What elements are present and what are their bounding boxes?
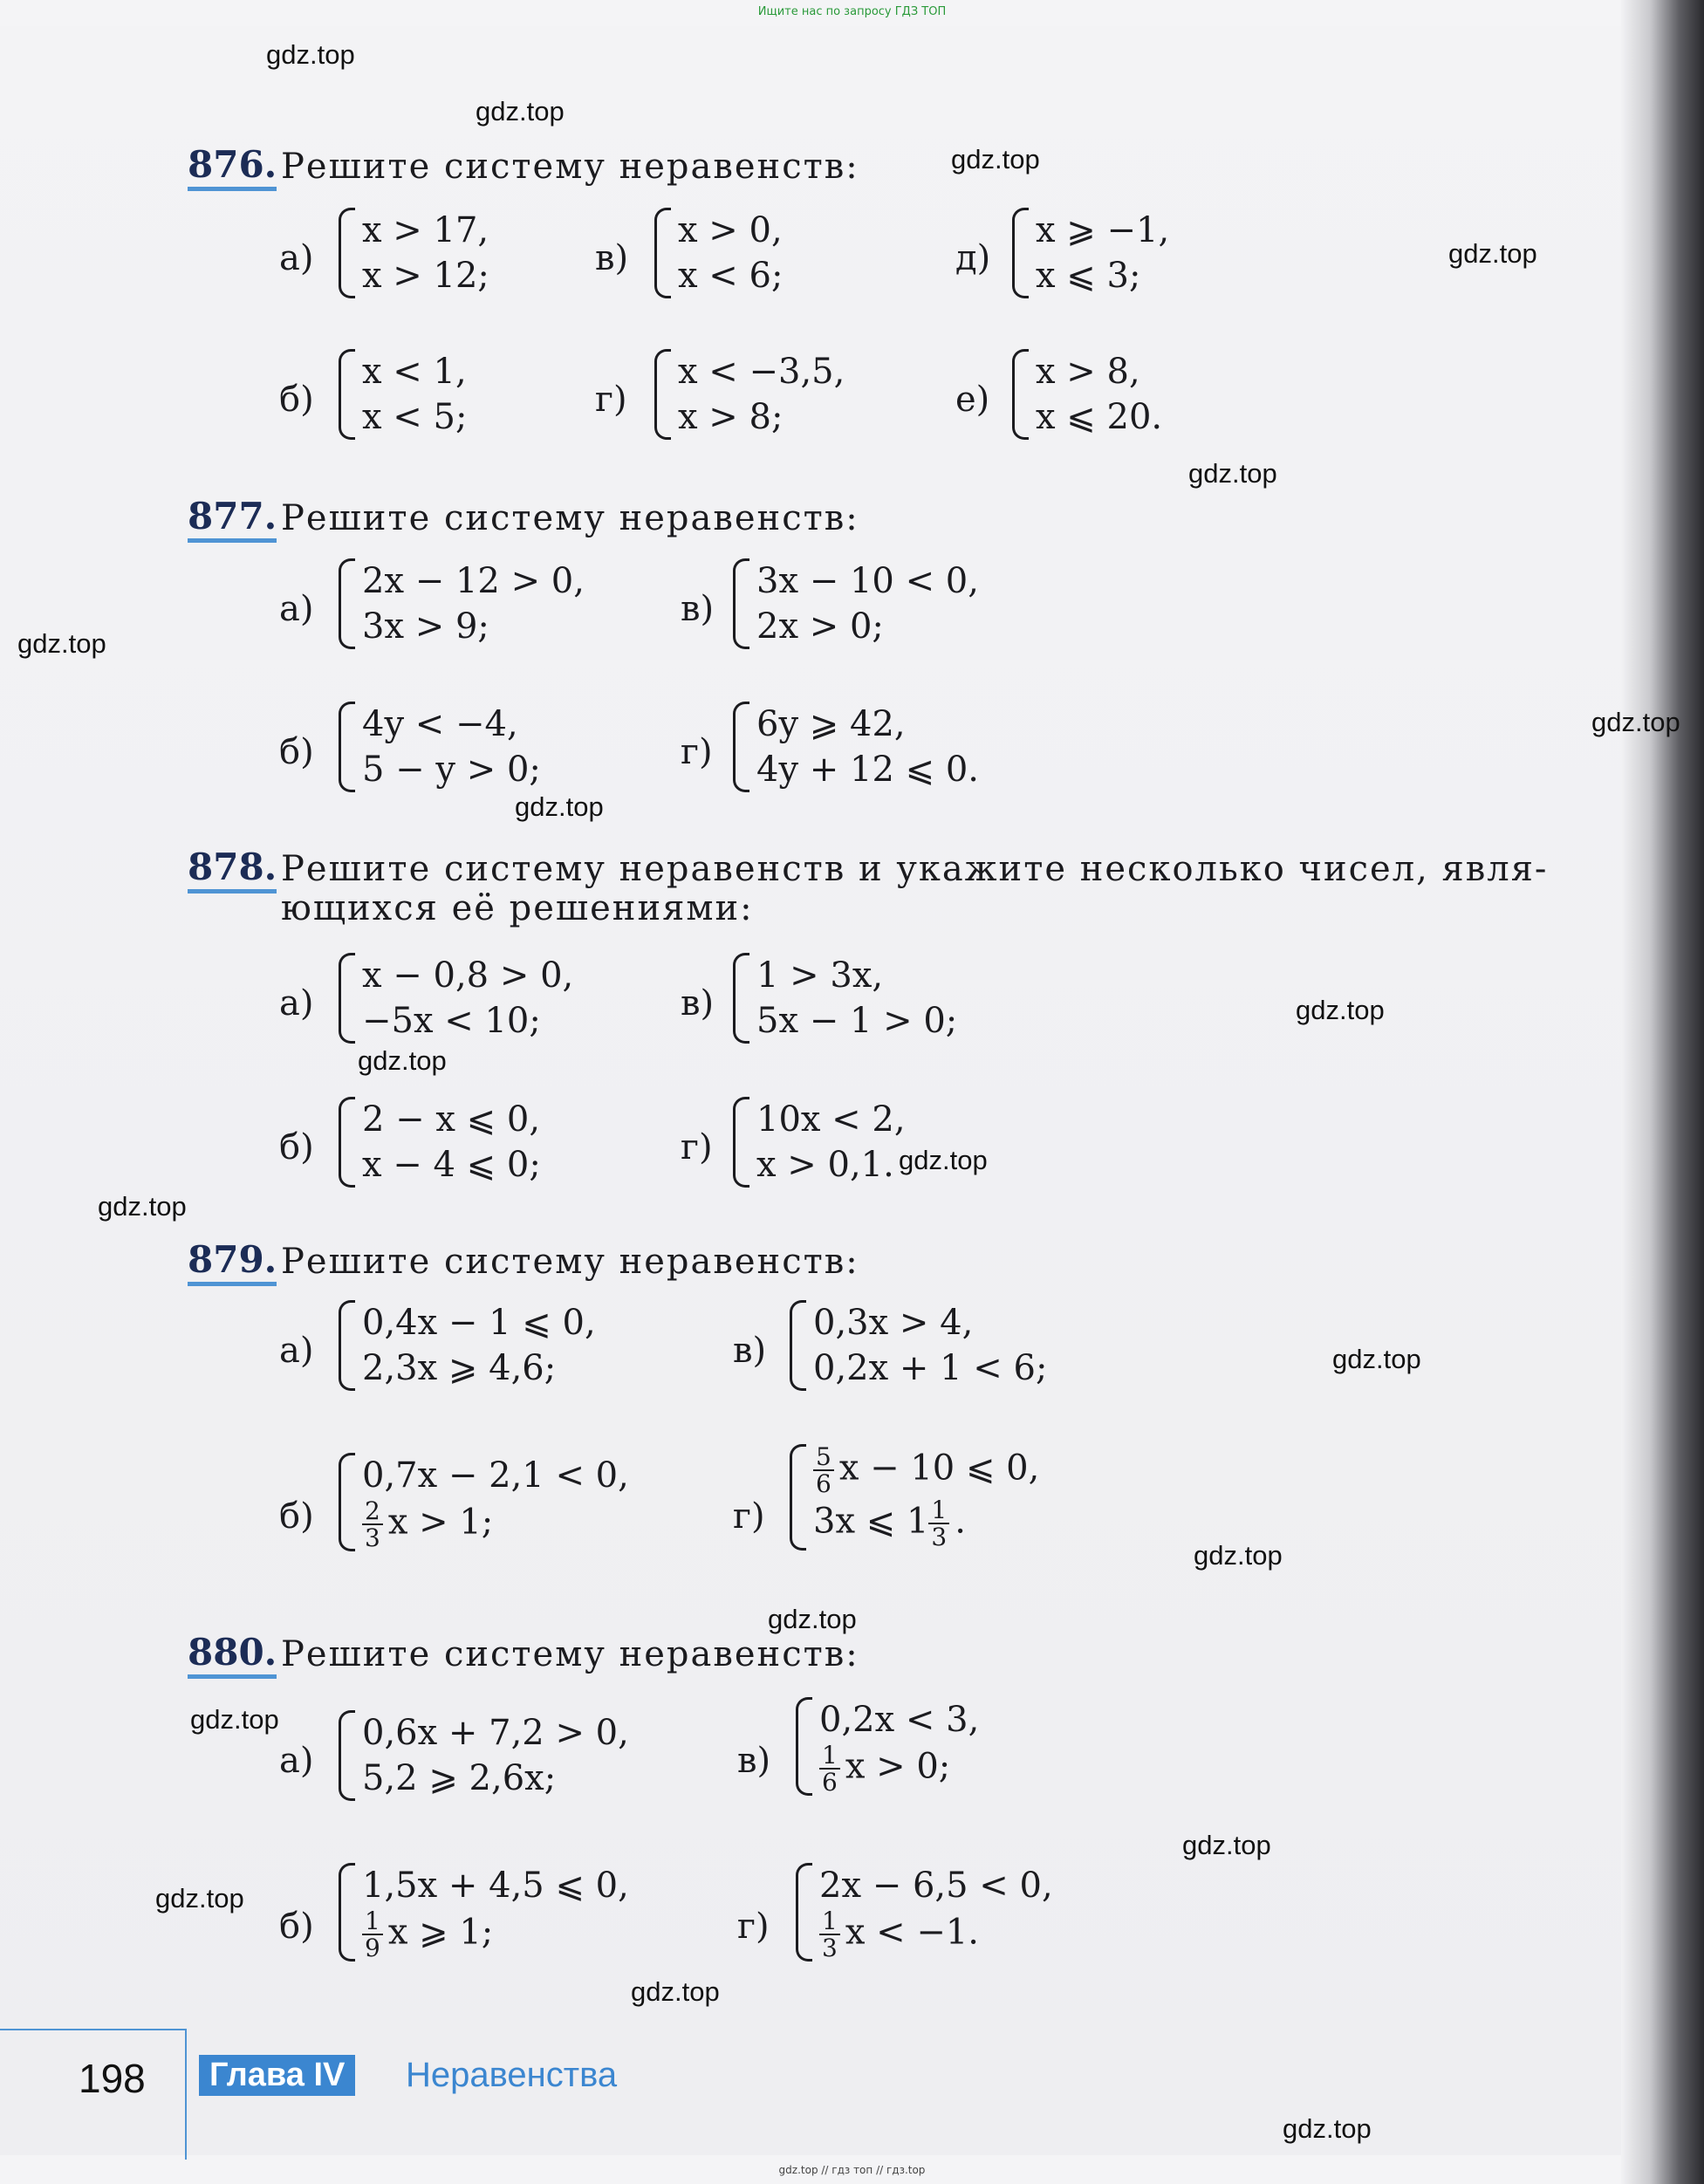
inequality: 2x − 6,5 < 0, xyxy=(819,1866,1053,1906)
inequality: x < −3,5, xyxy=(678,352,845,392)
exercise-number: 880. xyxy=(188,1632,277,1679)
inequality: 2,3x ⩾ 4,6; xyxy=(362,1348,557,1388)
inequality: 1 > 3x, xyxy=(756,955,884,996)
fraction: $\frac{1}{6}$ xyxy=(819,1742,840,1796)
brace xyxy=(339,208,355,298)
item-label: г) xyxy=(681,1127,713,1167)
watermark: gdz.top xyxy=(98,1191,187,1222)
exercise-number: 878. xyxy=(188,846,277,893)
inequality: x < 6; xyxy=(678,256,784,296)
watermark: gdz.top xyxy=(1296,995,1385,1025)
inequality-system xyxy=(1012,208,1169,298)
inequality-system xyxy=(790,1444,1039,1551)
inequality-system xyxy=(654,208,783,298)
item-label: а) xyxy=(279,1331,314,1371)
inequality: x > 12; xyxy=(362,256,489,296)
brace xyxy=(339,953,355,1044)
footer-rule-horizontal xyxy=(0,2029,185,2030)
inequality-system xyxy=(339,953,573,1044)
inequality: 6y ⩾ 42, xyxy=(756,704,906,744)
watermark: gdz.top xyxy=(1283,2113,1372,2144)
item-label: а) xyxy=(279,1741,314,1781)
watermark: gdz.top xyxy=(515,791,604,822)
item-label: а) xyxy=(279,238,314,278)
inequality: x > 0,1. xyxy=(756,1145,894,1185)
inequality-system xyxy=(339,1863,629,1961)
inequality: 0,7x − 2,1 < 0, xyxy=(362,1455,629,1496)
inequality: x ⩾ −1, xyxy=(1036,210,1170,250)
item-label: б) xyxy=(279,380,314,420)
inequality: x > 17, xyxy=(362,210,489,250)
inequality-system xyxy=(339,1300,596,1391)
exercise-task: Решите систему неравенств: xyxy=(281,498,859,538)
inequality: x < 5; xyxy=(362,397,468,437)
inequality: 0,2x < 3, xyxy=(819,1700,980,1740)
item-label: в) xyxy=(681,983,715,1024)
inequality-system xyxy=(733,1097,906,1188)
item-label: б) xyxy=(279,732,314,772)
inequality: 5 − y > 0; xyxy=(362,750,541,790)
page-number: 198 xyxy=(79,2056,146,2101)
item-label: в) xyxy=(737,1741,771,1781)
item-label: а) xyxy=(279,983,314,1024)
item-label: б) xyxy=(279,1496,314,1537)
inequality-system xyxy=(339,1097,541,1188)
inequality-system xyxy=(339,702,541,792)
item-label: в) xyxy=(733,1331,767,1371)
brace xyxy=(339,1453,355,1551)
item-label: в) xyxy=(595,238,629,278)
paper-sheet xyxy=(0,26,1640,2155)
brace xyxy=(796,1863,812,1961)
inequality: 5,2 ⩾ 2,6x; xyxy=(362,1758,557,1798)
footer-rule-vertical xyxy=(185,2029,187,2160)
brace xyxy=(339,1710,355,1801)
item-label: б) xyxy=(279,1907,314,1947)
exercise-task-continued: ющихся её решениями: xyxy=(281,888,754,928)
top-banner: Ищите нас по запросу ГДЗ ТОП xyxy=(757,5,947,18)
brace xyxy=(654,208,671,298)
brace xyxy=(339,1300,355,1391)
inequality: 0,6x + 7,2 > 0, xyxy=(362,1713,629,1753)
inequality-with-fraction: $\frac{1}{9}$ x ⩾ 1; xyxy=(362,1908,629,1961)
brace xyxy=(339,1863,355,1961)
inequality: 2 − x ⩽ 0, xyxy=(362,1099,541,1140)
inequality: x > 8, xyxy=(1036,352,1140,392)
exercise-number: 877. xyxy=(188,496,277,543)
watermark: gdz.top xyxy=(951,144,1040,175)
brace xyxy=(790,1300,806,1391)
inequality: 1,5x + 4,5 ⩽ 0, xyxy=(362,1866,629,1906)
brace xyxy=(339,702,355,792)
item-label: г) xyxy=(737,1907,770,1947)
inequality: 0,2x + 1 < 6; xyxy=(813,1348,1048,1388)
fraction: $\frac{2}{3}$ xyxy=(362,1498,383,1551)
inequality-system xyxy=(339,349,467,440)
inequality: x − 0,8 > 0, xyxy=(362,955,574,996)
inequality-system xyxy=(733,558,979,649)
fraction: $\frac{1}{9}$ xyxy=(362,1908,383,1961)
exercise-task: Решите систему неравенств и укажите несколько чисел, явля- xyxy=(281,849,1549,889)
item-label: е) xyxy=(955,380,990,420)
inequality: 2x > 0; xyxy=(756,606,884,647)
inequality-with-fraction: $\frac{5}{6}$ x − 10 ⩽ 0, xyxy=(813,1444,1039,1497)
brace xyxy=(339,1097,355,1188)
inequality: 0,4x − 1 ⩽ 0, xyxy=(362,1303,596,1343)
inequality-with-fraction: $\frac{2}{3}$ x > 1; xyxy=(362,1498,629,1551)
inequality: x < 1, xyxy=(362,352,467,392)
exercise-task: Решите систему неравенств: xyxy=(281,1634,859,1674)
inequality-system xyxy=(796,1697,979,1796)
brace xyxy=(733,1097,749,1188)
exercise-task: Решите систему неравенств: xyxy=(281,1242,859,1282)
watermark: gdz.top xyxy=(17,628,106,659)
brace xyxy=(733,558,749,649)
inequality-system xyxy=(796,1863,1053,1961)
item-label: а) xyxy=(279,589,314,629)
item-label: г) xyxy=(733,1496,765,1537)
fraction: $\frac{1}{3}$ xyxy=(819,1908,840,1961)
inequality-system xyxy=(339,558,585,649)
fraction: $\frac{1}{3}$ xyxy=(928,1497,949,1551)
watermark: gdz.top xyxy=(1194,1540,1283,1571)
watermark: gdz.top xyxy=(1448,238,1537,269)
inequality: x ⩽ 20. xyxy=(1036,397,1163,437)
item-label: в) xyxy=(681,589,715,629)
inequality-system xyxy=(790,1300,1047,1391)
inequality-system xyxy=(733,702,979,792)
watermark: gdz.top xyxy=(266,39,355,70)
book-spine-shadow xyxy=(1621,0,1704,2184)
inequality: x − 4 ⩽ 0; xyxy=(362,1145,541,1185)
inequality-with-fraction: $\frac{1}{3}$ x < −1. xyxy=(819,1908,1053,1961)
exercise-number: 876. xyxy=(188,144,277,191)
exercise-task: Решите систему неравенств: xyxy=(281,147,859,187)
watermark: gdz.top xyxy=(1332,1344,1421,1374)
inequality-system xyxy=(339,208,489,298)
watermark: gdz.top xyxy=(768,1604,857,1634)
inequality-system xyxy=(339,1453,629,1551)
brace xyxy=(790,1444,806,1551)
item-label: г) xyxy=(595,380,627,420)
inequality-system xyxy=(339,1710,629,1801)
inequality: 3x > 9; xyxy=(362,606,489,647)
inequality-with-mixed-number: 3x ⩽ 1 $\frac{1}{3}$ . xyxy=(813,1495,966,1552)
brace xyxy=(339,558,355,649)
watermark: gdz.top xyxy=(1182,1830,1271,1860)
brace xyxy=(796,1697,812,1796)
watermark: gdz.top xyxy=(476,96,565,127)
brace xyxy=(1012,349,1029,440)
inequality: 3x − 10 < 0, xyxy=(756,561,979,601)
inequality: 2x − 12 > 0, xyxy=(362,561,585,601)
brace xyxy=(1012,208,1029,298)
inequality: 4y < −4, xyxy=(362,704,518,744)
watermark: gdz.top xyxy=(1188,458,1277,489)
inequality: x > 8; xyxy=(678,397,784,437)
fraction: $\frac{5}{6}$ xyxy=(813,1444,834,1497)
brace xyxy=(339,349,355,440)
inequality: 4y + 12 ⩽ 0. xyxy=(756,750,979,790)
item-label: г) xyxy=(681,732,713,772)
inequality: −5x < 10; xyxy=(362,1001,541,1041)
exercise-number: 879. xyxy=(188,1239,277,1286)
watermark: gdz.top xyxy=(631,1976,720,2007)
brace xyxy=(733,702,749,792)
bottom-banner: gdz.top // гдз топ // гдз.top xyxy=(778,2164,926,2176)
watermark: gdz.top xyxy=(155,1883,244,1914)
chapter-title: Неравенства xyxy=(406,2056,618,2094)
inequality-system xyxy=(1012,349,1162,440)
inequality-with-fraction: $\frac{1}{6}$ x > 0; xyxy=(819,1742,979,1796)
inequality: 5x − 1 > 0; xyxy=(756,1001,958,1041)
watermark: gdz.top xyxy=(358,1045,447,1076)
chapter-badge: Глава IV xyxy=(199,2055,355,2096)
item-label: д) xyxy=(955,238,991,278)
inequality-system xyxy=(733,953,957,1044)
inequality: x > 0, xyxy=(678,210,783,250)
inequality: 10x < 2, xyxy=(756,1099,906,1140)
watermark: gdz.top xyxy=(899,1145,988,1175)
item-label: б) xyxy=(279,1127,314,1167)
inequality: x ⩽ 3; xyxy=(1036,256,1141,296)
inequality: 0,3x > 4, xyxy=(813,1303,974,1343)
watermark: gdz.top xyxy=(1591,707,1680,737)
brace xyxy=(733,953,749,1044)
inequality-system xyxy=(654,349,845,440)
watermark: gdz.top xyxy=(190,1704,279,1735)
brace xyxy=(654,349,671,440)
